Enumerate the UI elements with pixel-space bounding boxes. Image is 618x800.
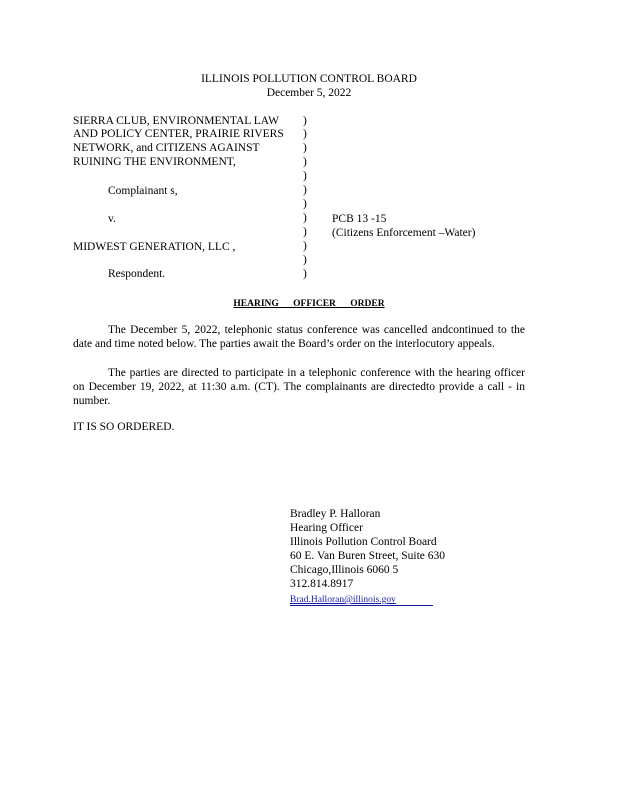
complainant-line: SIERRA CLUB, ENVIRONMENTAL LAW (73, 115, 280, 127)
complainant-line: NETWORK, and CITIZENS AGAINST (73, 142, 260, 154)
order-date: December 5, 2022 (266, 87, 352, 99)
versus-label: v. (108, 213, 116, 225)
signer-title: Hearing Officer (290, 522, 363, 534)
paren: ) (303, 184, 307, 196)
paren: ) (303, 212, 307, 224)
paren: ) (303, 142, 307, 154)
body-paragraph-2: The parties are directed to participate in a telephonic conference with the hearing officer on December 19, 2022, at 11:30 a.m. (CT). The complainants are directedto provide a call - in number. (73, 367, 525, 407)
signer-name: Bradley P. Halloran (290, 508, 381, 520)
paren: ) (303, 198, 307, 210)
signer-email-link[interactable]: Brad.Halloran@illinois.gov (290, 595, 396, 605)
case-number: PCB 13 -15 (332, 213, 387, 225)
paren: ) (303, 268, 307, 280)
complainants-label: Complainant s, (108, 185, 178, 197)
signer-city: Chicago,Illinois 6060 5 (290, 564, 399, 576)
respondent-label: Respondent. (108, 268, 166, 280)
signer-address: 60 E. Van Buren Street, Suite 630 (290, 550, 446, 562)
paren: ) (303, 240, 307, 252)
case-type: (Citizens Enforcement –Water) (332, 227, 476, 239)
body-paragraph-1: The December 5, 2022, telephonic status conference was cancelled andcontinued to the date and time noted below. The parties await the Board’s order on the interlocutory appeals. (73, 324, 525, 350)
order-title: HEARING OFFICER ORDER (233, 299, 385, 309)
agency-header: ILLINOIS POLLUTION CONTROL BOARD (201, 73, 417, 85)
paren: ) (303, 156, 307, 168)
complainant-line: RUINING THE ENVIRONMENT, (73, 156, 236, 168)
paren: ) (303, 226, 307, 238)
paren: ) (303, 115, 307, 127)
signer-phone: 312.814.8917 (290, 578, 354, 590)
paren: ) (303, 170, 307, 182)
complainant-line: AND POLICY CENTER, PRAIRIE RIVERS (73, 128, 284, 140)
closing-statement: IT IS SO ORDERED. (73, 421, 175, 433)
signer-org: Illinois Pollution Control Board (290, 536, 437, 548)
paren: ) (303, 254, 307, 266)
paren: ) (303, 128, 307, 140)
respondent-name: MIDWEST GENERATION, LLC , (73, 241, 236, 253)
